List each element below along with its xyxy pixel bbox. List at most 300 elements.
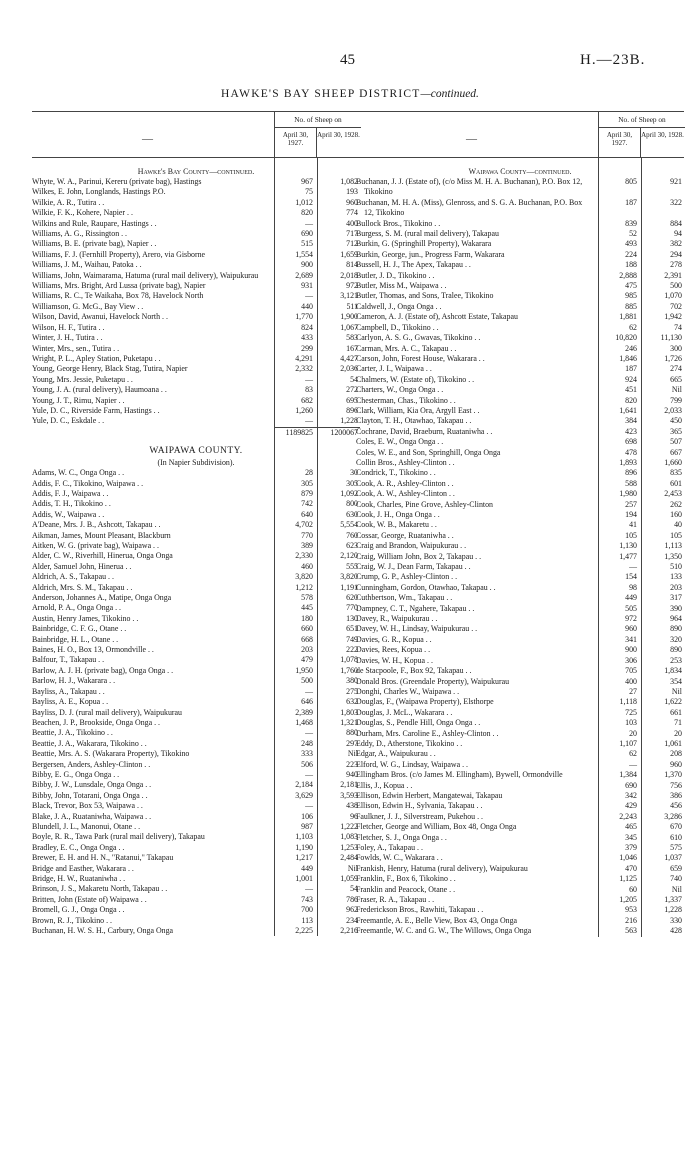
sheep-1928: 1,228 xyxy=(340,416,358,426)
sheep-1928: 511 xyxy=(346,301,358,311)
sheep-1927: 1,881 xyxy=(619,312,637,322)
sheep-1928: 2,181 xyxy=(340,780,358,790)
table-row xyxy=(32,832,360,842)
header-number-of-sheep: No. of Sheep on xyxy=(274,112,361,128)
table-row xyxy=(32,551,360,561)
owner-name: Durham, Mrs. Caroline E., Ashley-Clinton . . xyxy=(356,728,499,738)
owner-name: Charters, W., Onga Onga . . xyxy=(356,385,444,395)
sheep-1927: 62 xyxy=(629,322,637,332)
sheep-1928: 835 xyxy=(670,468,682,478)
sheep-1928: 1,350 xyxy=(664,551,682,561)
sheep-1928: 253 xyxy=(670,655,682,665)
sheep-1928: 390 xyxy=(670,603,682,613)
sheep-1927: 106 xyxy=(301,811,313,821)
sheep-1927: 1,217 xyxy=(295,853,313,863)
owner-name: Craig, William John, Box 2, Takapau . . xyxy=(356,551,482,561)
sheep-1927: — xyxy=(629,562,637,572)
sheep-1928: 670 xyxy=(670,822,682,832)
sheep-1928: 1,228 xyxy=(664,905,682,915)
owner-name: Alder, C. W., Riverhill, Hinerua, Onga Onga xyxy=(32,551,173,561)
sheep-1927: 52 xyxy=(629,229,637,239)
table-row xyxy=(356,833,684,843)
owner-name: Addis, F. C., Tikokino, Waipawa . . xyxy=(32,478,144,488)
owner-name: Cossar, George, Ruataniwha . . xyxy=(356,530,454,540)
sheep-1928: 386 xyxy=(670,790,682,800)
owner-name: Fletcher, George and William, Box 48, Onga Onga xyxy=(356,822,517,832)
table-row xyxy=(32,510,360,520)
sheep-1927: — xyxy=(305,416,313,426)
sheep-1927: 475 xyxy=(625,281,637,291)
sheep-1928: 382 xyxy=(670,239,682,249)
sheep-1927: 824 xyxy=(301,322,313,332)
sheep-1928: 4,427 xyxy=(340,353,358,363)
sheep-1927: 60 xyxy=(629,884,637,894)
owner-name: Austin, Henry James, Tikokino . . xyxy=(32,613,139,623)
sheep-1927: 433 xyxy=(301,333,313,343)
owner-name: Davies, Rees, Kopua . . xyxy=(356,645,431,655)
header-col-1927: April 30, 1927. xyxy=(274,127,317,157)
owner-name: Young, Mrs. Jessie, Puketapu . . xyxy=(32,374,133,384)
table-row xyxy=(356,291,684,301)
owner-name: Cuthbertson, Wm., Takapau . . xyxy=(356,593,453,603)
table-row xyxy=(356,385,684,395)
owner-name: Cook, Charles, Pine Grove, Ashley-Clinton xyxy=(356,499,493,509)
owner-name: Franklin, F., Box 6, Tikokino . . xyxy=(356,874,456,884)
title-text: HAWKE'S BAY SHEEP DISTRICT xyxy=(221,88,421,100)
table-row xyxy=(32,479,360,489)
owner-name: Butler, J. D., Tikokino . . xyxy=(356,270,435,280)
sheep-1928: 1,083 xyxy=(340,832,358,842)
sheep-1927: 75 xyxy=(305,187,313,197)
sheep-1928: 510 xyxy=(670,562,682,572)
owner-name: Bayliss, A., Takapau . . xyxy=(32,686,105,696)
sheep-1927: 180 xyxy=(301,613,313,623)
table-row xyxy=(356,801,684,811)
sheep-1928: 1,082 xyxy=(340,177,358,186)
table-row xyxy=(356,729,684,739)
table-row xyxy=(32,718,360,728)
sheep-1927: 839 xyxy=(625,218,637,228)
sheep-1928: 400 xyxy=(346,218,358,228)
table-row xyxy=(356,770,684,780)
owner-name: Craig and Brandon, Waipukurau . . xyxy=(356,541,467,551)
page-reference: H.—23B. xyxy=(580,52,646,68)
table-row xyxy=(32,853,360,863)
owner-name: Ellison, Edwin Herbert, Mangatewai, Takapau xyxy=(356,790,503,800)
sheep-1928: 962 xyxy=(346,905,358,915)
sheep-1927: 1,260 xyxy=(295,405,313,415)
sheep-1927: 379 xyxy=(625,843,637,852)
sheep-1927: 28 xyxy=(305,468,313,478)
table-row xyxy=(356,364,684,374)
sheep-1928: 620 xyxy=(346,593,358,603)
owner-name: Wilkes, E. John, Longlands, Hastings P.O. xyxy=(32,187,166,197)
sheep-1927: 203 xyxy=(301,645,313,655)
table-row xyxy=(356,406,684,416)
table-header xyxy=(356,111,684,158)
sheep-1927: — xyxy=(305,291,313,301)
owner-name: Williams, F. J. (Fernhill Property), Arero, via Gisborne xyxy=(32,249,206,259)
table-body xyxy=(356,158,684,937)
sheep-1927: 154 xyxy=(625,572,637,582)
sheep-1928: 630 xyxy=(346,509,358,519)
table-row xyxy=(356,583,684,593)
sheep-1927: 1,846 xyxy=(619,353,637,363)
sheep-1927: 440 xyxy=(301,301,313,311)
owner-name: Faulkner, J. J., Silverstream, Pukehou . . xyxy=(356,811,484,821)
table-row xyxy=(356,520,684,530)
sheep-1927: 4,702 xyxy=(295,520,313,530)
table-row xyxy=(32,770,360,780)
sheep-1928: 1,622 xyxy=(664,697,682,707)
table-row xyxy=(356,219,684,229)
sheep-1927: 515 xyxy=(301,239,313,249)
sheep-1928: 1,942 xyxy=(664,312,682,322)
sheep-1927: 987 xyxy=(301,821,313,831)
table-row xyxy=(356,198,684,219)
table-row xyxy=(32,708,360,718)
owner-name: Williamson, G. McG., Bay View . . xyxy=(32,301,144,311)
table-row xyxy=(356,916,684,926)
sheep-1927: 640 xyxy=(301,509,313,519)
table-row xyxy=(356,760,684,770)
sheep-1927: 690 xyxy=(301,229,313,239)
table-row xyxy=(356,333,684,343)
sheep-1927: 10,820 xyxy=(615,333,637,343)
table-row xyxy=(32,239,360,249)
table-row xyxy=(356,895,684,905)
sheep-1927: 500 xyxy=(301,676,313,686)
sheep-1928: 428 xyxy=(670,926,682,936)
owner-name: Butler, Miss M., Waipawa . . xyxy=(356,281,447,291)
sheep-1928: 330 xyxy=(670,915,682,925)
table-row xyxy=(32,562,360,572)
section-heading: Waipawa County—continued. xyxy=(468,167,572,176)
sheep-1927: 305 xyxy=(301,478,313,488)
sheep-1928: 2,391 xyxy=(664,270,682,280)
owner-name: Cochrane, David, Braeburn, Ruataniwha . . xyxy=(356,426,493,436)
sheep-1927: 770 xyxy=(301,530,313,540)
sheep-1927: 1,001 xyxy=(295,874,313,883)
sheep-1927: 705 xyxy=(625,666,637,676)
county-heading: WAIPAWA COUNTY. xyxy=(149,446,243,457)
sheep-1927: 105 xyxy=(625,530,637,540)
sheep-1927: 1189825 xyxy=(274,427,317,438)
owner-name: Carter, J. I., Waipawa . . xyxy=(356,364,432,374)
sheep-1928: 456 xyxy=(670,801,682,811)
owner-name: Adams, W. C., Onga Onga . . xyxy=(32,468,125,478)
sheep-1927: 2,225 xyxy=(295,926,313,936)
sheep-1927: 985 xyxy=(625,291,637,301)
table-row xyxy=(356,666,684,676)
table-row xyxy=(32,344,360,354)
sheep-1928: 610 xyxy=(670,832,682,842)
sheep-1928: 583 xyxy=(346,333,358,343)
table-row xyxy=(32,354,360,364)
sheep-1927: 1,468 xyxy=(295,717,313,727)
table-row xyxy=(32,583,360,593)
owner-name: Bibby, J. W., Lunsdale, Onga Onga . . xyxy=(32,780,152,790)
table-row xyxy=(32,874,360,884)
owner-name: Brown, R. J., Tikokino . . xyxy=(32,915,113,925)
sheep-1928: 380 xyxy=(346,676,358,686)
sheep-1928: 2,484 xyxy=(340,853,358,863)
owner-name: Winter, J. H., Tutira . . xyxy=(32,333,103,343)
table-row xyxy=(32,801,360,811)
table-row xyxy=(356,926,684,936)
sheep-1927: 423 xyxy=(625,426,637,436)
sheep-1927: 27 xyxy=(629,686,637,696)
sheep-1928: 40 xyxy=(674,520,682,530)
owner-name: Carson, John, Forest House, Wakarara . . xyxy=(356,353,485,363)
owner-name: Barlow, A. J. H. (private bag), Onga Onga . . xyxy=(32,665,174,675)
sheep-1928: 11,130 xyxy=(660,333,682,343)
sheep-1928: 317 xyxy=(670,593,682,603)
table-row xyxy=(356,614,684,624)
owner-name: Buchanan, M. H. A. (Miss), Glenross, and S. G. A. Buchanan, P.O. Box 12, Tikokino xyxy=(356,197,583,218)
owner-name: A'Deane, Mrs. J. B., Ashcott, Takapau . . xyxy=(32,520,161,530)
table-row xyxy=(32,635,360,645)
sheep-1928: Nil xyxy=(671,884,682,894)
sheep-1927: 1,103 xyxy=(295,832,313,842)
table-row xyxy=(32,323,360,333)
table-row xyxy=(356,552,684,562)
sheep-1927: — xyxy=(305,728,313,738)
owner-name: Baines, H. O., Box 13, Ormondville . . xyxy=(32,645,154,655)
owner-name: Arnold, P. A., Onga Onga . . xyxy=(32,603,121,613)
sheep-1927: 2,243 xyxy=(619,811,637,821)
sheep-1928: 71 xyxy=(674,718,682,728)
table-row xyxy=(356,510,684,520)
sheep-1928: 749 xyxy=(346,634,358,644)
sheep-1927: 578 xyxy=(301,593,313,603)
table-row xyxy=(356,531,684,541)
sheep-1928: 320 xyxy=(670,634,682,644)
owner-name: de Stacpoole, F., Box 92, Takapau . . xyxy=(356,666,472,676)
owner-name: Wilkie, F. K., Kohere, Napier . . xyxy=(32,208,133,218)
sheep-1927: 682 xyxy=(301,395,313,405)
sheep-1928: 297 xyxy=(346,738,358,748)
sheep-1927: 820 xyxy=(625,395,637,405)
owner-name: Carman, Mrs. A. C., Takapau . . xyxy=(356,343,457,353)
owner-name: Cunningham, Gordon, Otawhao, Takapau . . xyxy=(356,582,496,592)
sheep-1928: Nil xyxy=(347,863,358,873)
sheep-1928: 665 xyxy=(670,374,682,384)
table-row xyxy=(356,562,684,572)
owner-name: Bussell, H. J., The Apex, Takapau . . xyxy=(356,260,471,270)
sheep-1927: 1,477 xyxy=(619,551,637,561)
owner-name: Chalmers, W. (Estate of), Tikokino . . xyxy=(356,374,475,384)
page-number: 45 xyxy=(340,52,355,68)
table-row xyxy=(32,749,360,759)
table-row xyxy=(356,489,684,499)
table-row xyxy=(356,645,684,655)
sheep-1927: — xyxy=(305,218,313,228)
sheep-1927: 725 xyxy=(625,707,637,717)
table-body xyxy=(32,158,360,936)
sheep-1928: 74 xyxy=(674,322,682,332)
sheep-1928: 1,078 xyxy=(340,655,358,665)
sheep-1928: 133 xyxy=(670,572,682,582)
owner-name: Chesterman, Chas., Tikokino . . xyxy=(356,395,456,405)
sheep-1927: — xyxy=(305,884,313,894)
table-row xyxy=(356,812,684,822)
sheep-1927: 400 xyxy=(625,676,637,686)
table-row xyxy=(32,177,360,187)
sheep-1928: 160 xyxy=(670,510,682,519)
owner-name: Douglas, S., Pendle Hill, Onga Onga . . xyxy=(356,718,481,728)
sheep-1928: 1,321 xyxy=(340,717,358,727)
sheep-1927: 885 xyxy=(625,301,637,311)
sheep-1927: 460 xyxy=(301,561,313,571)
sheep-1928: 1,059 xyxy=(340,874,358,883)
sheep-1928: 96 xyxy=(350,811,358,821)
sheep-1927: 479 xyxy=(301,655,313,665)
owner-name: Donghi, Charles W., Waipawa . . xyxy=(356,686,460,696)
table-row xyxy=(356,843,684,853)
sheep-1927: 698 xyxy=(625,437,637,447)
table-row xyxy=(356,739,684,749)
owner-name: Bridge and Easther, Wakarara . . xyxy=(32,863,134,873)
sheep-1927: 470 xyxy=(625,863,637,873)
owner-name: Bromell, G. J., Onga Onga . . xyxy=(32,905,125,915)
owner-name: Aldrich, Mrs. S. M., Takapau . . xyxy=(32,582,133,592)
sheep-1927: 646 xyxy=(301,697,313,707)
sheep-1928: 2,018 xyxy=(340,270,358,280)
owner-name: Fraser, R. A., Takapau . . xyxy=(356,895,435,905)
sheep-1928: 130 xyxy=(346,613,358,623)
owner-name: Douglas, J. McL., Wakarara . . xyxy=(356,707,453,717)
sheep-1928: 960 xyxy=(346,197,358,207)
sheep-1928: 1,760 xyxy=(340,665,358,675)
table-row xyxy=(32,364,360,374)
sheep-1928: 756 xyxy=(670,780,682,790)
sheep-1927: 248 xyxy=(301,738,313,748)
total-row xyxy=(32,427,360,438)
sheep-1928: 1,067 xyxy=(340,322,358,332)
right-column xyxy=(356,111,684,937)
owner-name: Fowlds, W. C., Wakarara . . xyxy=(356,853,443,863)
table-row xyxy=(32,406,360,416)
table-row xyxy=(32,229,360,239)
table-row xyxy=(32,520,360,530)
table-row xyxy=(32,864,360,874)
header-col-1928: April 30, 1928. xyxy=(641,131,684,139)
header-col-1927: April 30, 1927. xyxy=(598,127,641,157)
sheep-1928: 105 xyxy=(670,530,682,540)
sheep-1928: 2,216 xyxy=(340,926,358,936)
sheep-1928: 695 xyxy=(346,395,358,405)
sheep-1927: 660 xyxy=(301,624,313,634)
owner-name: Brewer, E. H. and H. N., "Ratanui," Takapau xyxy=(32,853,174,863)
owner-name: Freemantle, A. E., Belle View, Box 43, Onga Onga xyxy=(356,915,518,925)
sheep-1928: 2,120 xyxy=(340,551,358,561)
sheep-1928: 223 xyxy=(346,759,358,769)
owner-name: Britten, John (Estate of) Waipawa . . xyxy=(32,894,147,904)
sheep-1927: 188 xyxy=(625,260,637,270)
table-row xyxy=(356,822,684,832)
owner-name: Carlyon, A. S. G., Gwavas, Tikokino . . xyxy=(356,333,481,343)
sheep-1927: 700 xyxy=(301,905,313,915)
sheep-1928: 94 xyxy=(674,229,682,239)
header-number-of-sheep: No. of Sheep on xyxy=(598,112,685,128)
sheep-1928: 450 xyxy=(670,416,682,426)
owner-name: Cook, A. R., Ashley-Clinton . . xyxy=(356,478,454,488)
sheep-1928: Nil xyxy=(671,385,682,395)
table-row xyxy=(356,260,684,270)
sheep-1928: 3,286 xyxy=(664,811,682,821)
owner-name: Campbell, D., Tikokino . . xyxy=(356,322,439,332)
sheep-1928: 659 xyxy=(670,863,682,873)
sheep-1928: 1,253 xyxy=(340,842,358,852)
sheep-1927: 113 xyxy=(301,915,313,925)
sheep-1928: 702 xyxy=(670,301,682,311)
sheep-1928: 2,033 xyxy=(664,405,682,415)
sheep-1927: — xyxy=(305,374,313,384)
sheep-1927: 384 xyxy=(625,416,637,426)
owner-name: Williams, R. C., Te Waikaha, Box 78, Havelock North xyxy=(32,291,204,301)
table-row xyxy=(32,572,360,582)
table-row xyxy=(32,666,360,676)
sheep-1927: — xyxy=(305,686,313,696)
table-row xyxy=(32,843,360,853)
sheep-1927: 333 xyxy=(301,749,313,759)
owner-name: Blundell, J. L., Manonui, Otane . . xyxy=(32,821,141,831)
owner-name: Butler, Thomas, and Sons, Tralee, Tikokino xyxy=(356,291,494,301)
sheep-1928: 1,370 xyxy=(664,770,682,780)
owner-name: Black, Trevor, Box 53, Waipawa . . xyxy=(32,801,143,811)
owner-name: Burgess, S. M. (rural mail delivery), Takapau xyxy=(356,229,499,239)
table-row xyxy=(32,697,360,707)
table-row xyxy=(32,531,360,541)
sheep-1927: 62 xyxy=(629,749,637,759)
table-row xyxy=(356,177,684,198)
sheep-1928: 203 xyxy=(670,582,682,592)
table-row xyxy=(32,593,360,603)
sheep-1927: 1,046 xyxy=(619,853,637,863)
table-row xyxy=(32,281,360,291)
table-row xyxy=(356,604,684,614)
sheep-1928: 770 xyxy=(346,603,358,613)
sheep-1927: 2,332 xyxy=(295,364,313,374)
owner-name: Bradley, E. C., Onga Onga . . xyxy=(32,842,125,852)
sheep-1928: 712 xyxy=(346,239,358,249)
sheep-1928: 717 xyxy=(346,229,358,239)
owner-name: Davies, W. H., Kopua . . xyxy=(356,655,433,665)
owner-name: Donald Bros. (Greendale Property), Waipukurau xyxy=(356,676,510,686)
sheep-1928: 623 xyxy=(346,541,358,550)
owner-name: Elford, W. G., Lindsay, Waipawa . . xyxy=(356,759,469,769)
owner-name: Caldwell, J., Onga Onga . . xyxy=(356,301,442,311)
table-row xyxy=(356,677,684,687)
sheep-1927: 1,893 xyxy=(619,457,637,467)
owner-name: Douglas, F., (Waipawa Property), Elsthorpe xyxy=(356,697,494,707)
sheep-1927: 896 xyxy=(625,468,637,478)
sheep-1927: 1,107 xyxy=(619,738,637,748)
table-row xyxy=(32,219,360,229)
sheep-1928: 890 xyxy=(670,624,682,634)
owner-name: Williams, J. M., Waihau, Patoka . . xyxy=(32,260,142,270)
sheep-1928: 3,593 xyxy=(340,790,358,800)
sheep-1928: 5,554 xyxy=(340,520,358,530)
table-row xyxy=(356,323,684,333)
owner-name: Balfour, T., Takapau . . xyxy=(32,655,105,665)
owner-name: Bainbridge, C. F. G., Otane . . xyxy=(32,624,127,634)
owner-name: Addis, F. J., Waipawa . . xyxy=(32,488,109,498)
sheep-1928: 799 xyxy=(670,395,682,405)
owner-name: Franklin and Peacock, Otane . . xyxy=(356,884,456,894)
owner-name: Bergersen, Anders, Ashley-Clinton . . xyxy=(32,759,151,769)
